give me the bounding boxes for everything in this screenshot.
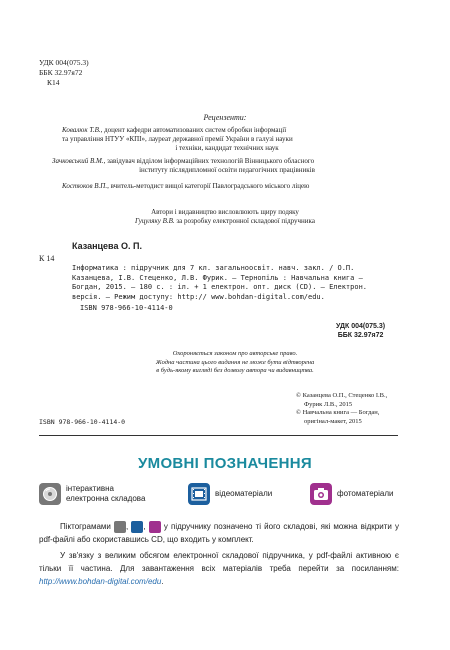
cd-icon [39,483,61,505]
reviewer-1-name: Ковалюк Т.В. [62,126,101,134]
legend-item-photo: фотоматеріали [310,483,394,505]
reviewer-3: Костюков В.П., вчитель-методист вищої категорії Павлоградського міського ліцею [62,182,310,190]
bbk-code: ББК 32.97я72 [39,68,83,77]
camera-icon [310,483,332,505]
film-icon [188,483,210,505]
film-icon [131,521,143,533]
udc-code: УДК 004(075.3) [39,58,89,67]
biblio-code: К 14 [39,254,55,263]
reviewer-2: Зачковський В.М., завідувач відділом інформаційних технологій Вінницького обласного інституту післядипломної освіти педагогічних працівників [52,157,315,174]
acknowledged-name: Гуцуляку В.В. [135,217,175,225]
legend-title: УМОВНІ ПОЗНАЧЕННЯ [138,455,312,472]
acknowledgement: Автори і видавництво висловлюють щиру подяку Гуцуляку В.В. за розробку електронної складової підручника [135,208,315,225]
divider [39,435,398,436]
cd-icon [114,521,126,533]
isbn: ISBN 978-966-10-4114-0 [80,304,173,312]
reviewer-3-name: Костюков В.П. [62,182,108,190]
reviewers-title: Рецензенти: [203,113,247,122]
camera-icon [149,521,161,533]
legend-item-video: відеоматеріали [188,483,272,505]
udc-right-block: УДК 004(075.3) ББК 32.97я72 [336,323,386,339]
copyright-holders: © Казанцева О.П., Стеценко І.В., Фурик Л.В., 2015 © Навчальна книга — Богдан, оригінал-макет, 2015 [296,392,388,425]
legend-item-interactive: інтерактивна електронна складова [39,483,145,505]
reviewer-2-name: Зачковський В.М. [52,157,104,165]
reviewer-1: Ковалюк Т.В., доцент кафедри автоматизованих систем обробки інформації та управління НТУУ «КПІ», лауреат державної премії України в галузі науки і техніки, кандидат технічних наук [62,126,293,152]
download-link[interactable]: http://www.bohdan-digital.com/edu [39,577,162,586]
author-name: Казанцева О. П. [72,241,142,251]
paragraph-download: У зв'язку з великим обсягом електронної складової підручника, у pdf-файлі активною є тільки її частина. Для завантаження всіх матеріалів треба перейти за посиланням: http://www.bohdan-digital.com/edu. [39,551,399,586]
isbn-footer: ISBN 978-966-10-4114-0 [39,418,126,426]
paragraph-pictograms: Піктограмами , , у підручнику позначено ті його складові, які можна відкрити у pdf-файлі або скориставшись CD, що входить у комплект. [39,522,399,544]
author-mark: К14 [47,78,60,87]
udc-block [39,58,89,88]
copyright-notice: Охороняється законом про авторське право. Жодна частина цього видання не може бути відтворена в будь-якому вигляді без дозволу автора чи видавництва. [155,350,315,374]
biblio-description: Інформатика : підручник для 7 кл. загальноосвіт. навч. закл. / О.П. Казанцева, І.В. Стеценко, Л.В. Фурик. — Тернопіль : Навчальна книга — Богдан, 2015. — 180 с. : іл. + 1 електрон. опт. диск (CD). — Електрон. версія. — Режим доступу: http:// www.bohdan-digital.com/edu. [72,264,368,302]
